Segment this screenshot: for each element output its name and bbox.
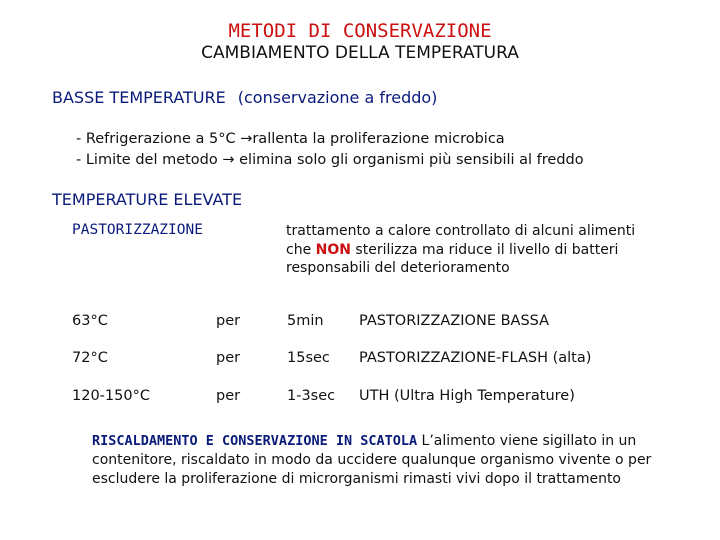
section-heading-low-temperatures	[52, 88, 437, 107]
row-2-per: per	[216, 350, 241, 366]
row-1-temperature: 63°C	[72, 313, 108, 329]
canning-text: L’alimento viene sigillato in un contenitore, riscaldato in modo da uccidere qualunque organismo vivente o per escludere la proliferazione di microrganismi rimasti vivi dopo il trattamento	[92, 433, 652, 487]
row-3-temperature: 120-150°C	[72, 388, 150, 404]
pasteurization-label: PASTORIZZAZIONE	[72, 222, 203, 238]
bullet-prefix: - Limite del metodo	[76, 152, 223, 168]
row-1-time: 5min	[287, 313, 324, 329]
arrow-right-icon: →	[240, 131, 253, 147]
section-heading-note: (conservazione a freddo)	[237, 88, 438, 107]
pasteurization-description	[286, 222, 646, 278]
arrow-right-icon: →	[222, 152, 235, 168]
description-part-1: trattamento a calore controllato di alcuni alimenti che	[286, 223, 636, 258]
row-2-name: PASTORIZZAZIONE-FLASH (alta)	[359, 350, 592, 366]
description-part-2: sterilizza ma riduce il livello di batteri responsabili del deterioramento	[286, 241, 619, 276]
description-highlight: NON	[315, 241, 351, 258]
bullet-refrigeration	[76, 131, 505, 147]
row-1-name: PASTORIZZAZIONE BASSA	[359, 313, 550, 329]
row-3-per: per	[216, 388, 241, 404]
canning-paragraph	[92, 432, 652, 489]
page-title: METODI DI CONSERVAZIONE	[228, 20, 492, 42]
canning-heading: RISCALDAMENTO E CONSERVAZIONE IN SCATOLA	[92, 433, 418, 449]
bullet-method-limit	[76, 152, 584, 168]
bullet-text: elimina solo gli organismi più sensibili al freddo	[234, 152, 584, 168]
row-1-per: per	[216, 313, 241, 329]
section-heading-text: BASSE TEMPERATURE	[52, 88, 226, 107]
row-2-temperature: 72°C	[72, 350, 108, 366]
row-3-name: UTH (Ultra High Temperature)	[359, 388, 575, 404]
bullet-prefix: - Refrigerazione a 5°C	[76, 131, 241, 147]
row-3-time: 1-3sec	[287, 388, 336, 404]
page-subtitle: CAMBIAMENTO DELLA TEMPERATURA	[201, 43, 519, 63]
row-2-time: 15sec	[287, 350, 330, 366]
section-heading-high-temperatures: TEMPERATURE ELEVATE	[52, 190, 243, 209]
bullet-text: rallenta la proliferazione microbica	[252, 131, 505, 147]
